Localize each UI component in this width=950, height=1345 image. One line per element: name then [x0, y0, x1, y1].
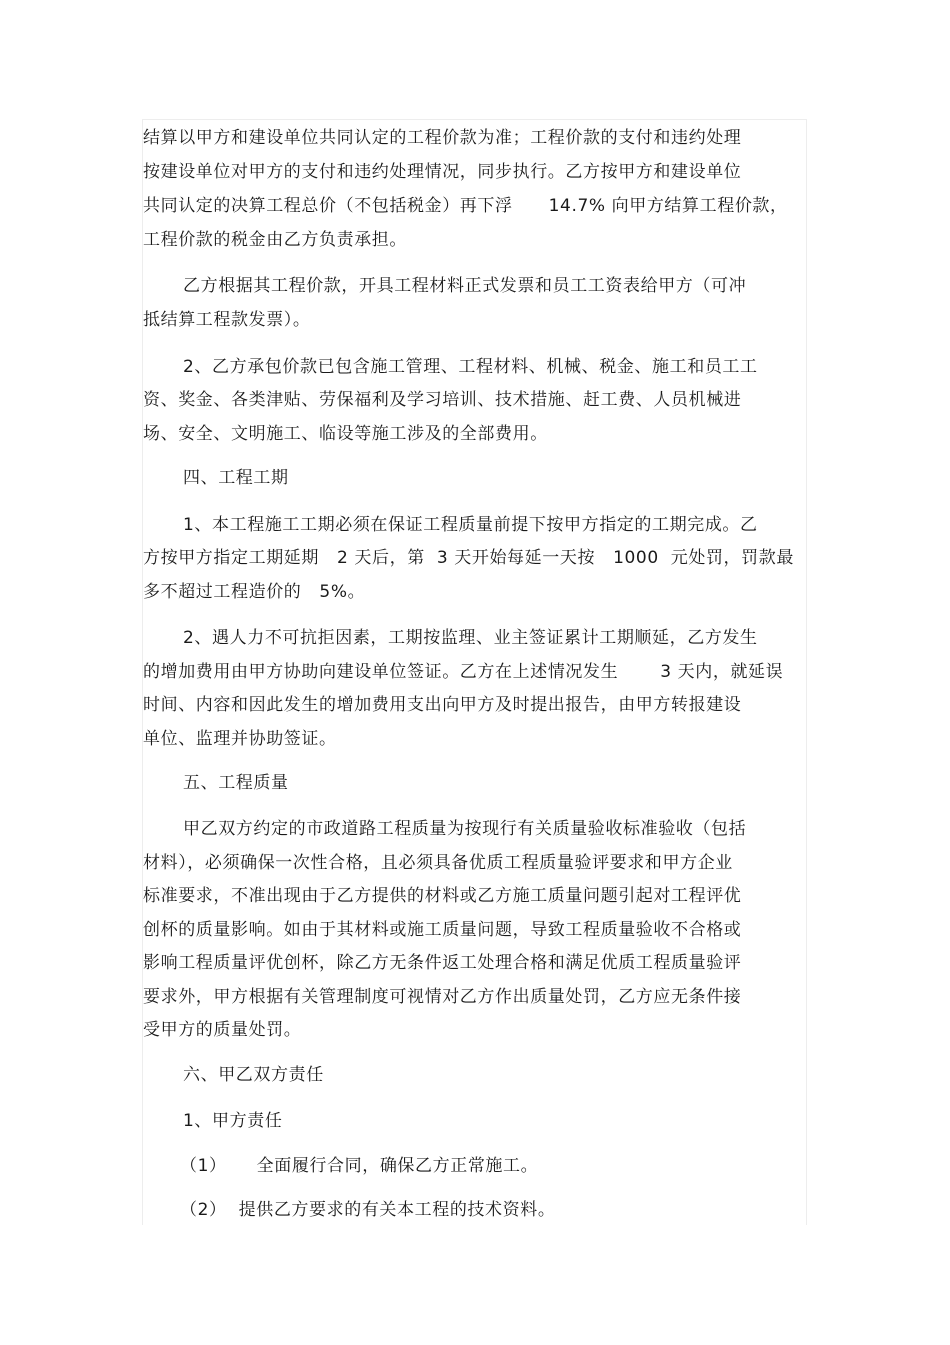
- text-line: 工程价款的税金由乙方负责承担。: [143, 230, 407, 250]
- text-line: 结算以甲方和建设单位共同认定的工程价款为准；工程价款的支付和违约处理: [143, 128, 742, 148]
- text-line: 按建设单位对甲方的支付和违约处理情况，同步执行。乙方按甲方和建设单位: [143, 162, 742, 182]
- text-line: 2、遇人力不可抗拒因素，工期按监理、业主签证累计工期顺延，乙方发生: [183, 628, 758, 648]
- text-line: 材料），必须确保一次性合格，且必须具备优质工程质量验评要求和甲方企业: [143, 853, 733, 873]
- text-line: 时间、内容和因此发生的增加费用支出向甲方及时提出报告，由甲方转报建设: [143, 695, 742, 715]
- text-line: 标准要求，不准出现由于乙方提供的材料或乙方施工质量问题引起对工程评优: [143, 886, 742, 906]
- text-line: 多不超过工程造价的 5%。: [143, 582, 366, 602]
- list-item: （2） 提供乙方要求的有关本工程的技术资料。: [180, 1200, 556, 1220]
- text-line: 影响工程质量评优创杯，除乙方无条件返工处理合格和满足优质工程质量验评: [143, 953, 742, 973]
- text-line: 创杯的质量影响。如由于其材料或施工质量问题，导致工程质量验收不合格或: [143, 920, 742, 940]
- text-line: 乙方根据其工程价款，开具工程材料正式发票和员工工资表给甲方（可冲: [183, 276, 747, 296]
- text-line: 抵结算工程款发票）。: [143, 310, 311, 330]
- section-heading: 五、工程质量: [183, 773, 289, 793]
- text-line: 场、安全、文明施工、临设等施工涉及的全部费用。: [143, 424, 548, 444]
- list-item: （1） 全面履行合同，确保乙方正常施工。: [180, 1156, 539, 1176]
- text-line: 受甲方的质量处罚。: [143, 1020, 302, 1040]
- section-heading: 四、工程工期: [183, 468, 289, 488]
- sub-heading: 1、甲方责任: [183, 1111, 283, 1131]
- text-line: 要求外，甲方根据有关管理制度可视情对乙方作出质量处罚，乙方应无条件接: [143, 987, 742, 1007]
- text-line: 1、本工程施工工期必须在保证工程质量前提下按甲方指定的工期完成。乙: [183, 515, 758, 535]
- text-line: 共同认定的决算工程总价（不包括税金）再下浮 14.7% 向甲方结算工程价款，: [143, 196, 788, 216]
- section-heading: 六、甲乙双方责任: [183, 1065, 324, 1085]
- text-line: 单位、监理并协助签证。: [143, 729, 337, 749]
- text-line: 甲乙双方约定的市政道路工程质量为按现行有关质量验收标准验收（包括: [183, 819, 747, 839]
- text-line: 资、奖金、各类津贴、劳保福利及学习培训、技术措施、赶工费、人员机械进: [143, 390, 742, 410]
- text-line: 方按甲方指定工期延期 2 天后，第 3 天开始每延一天按 1000 元处罚，罚款最: [143, 548, 794, 568]
- text-line: 2、乙方承包价款已包含施工管理、工程材料、机械、税金、施工和员工工: [183, 357, 758, 377]
- text-line: 的增加费用由甲方协助向建设单位签证。乙方在上述情况发生 3 天内，就延误: [143, 662, 784, 682]
